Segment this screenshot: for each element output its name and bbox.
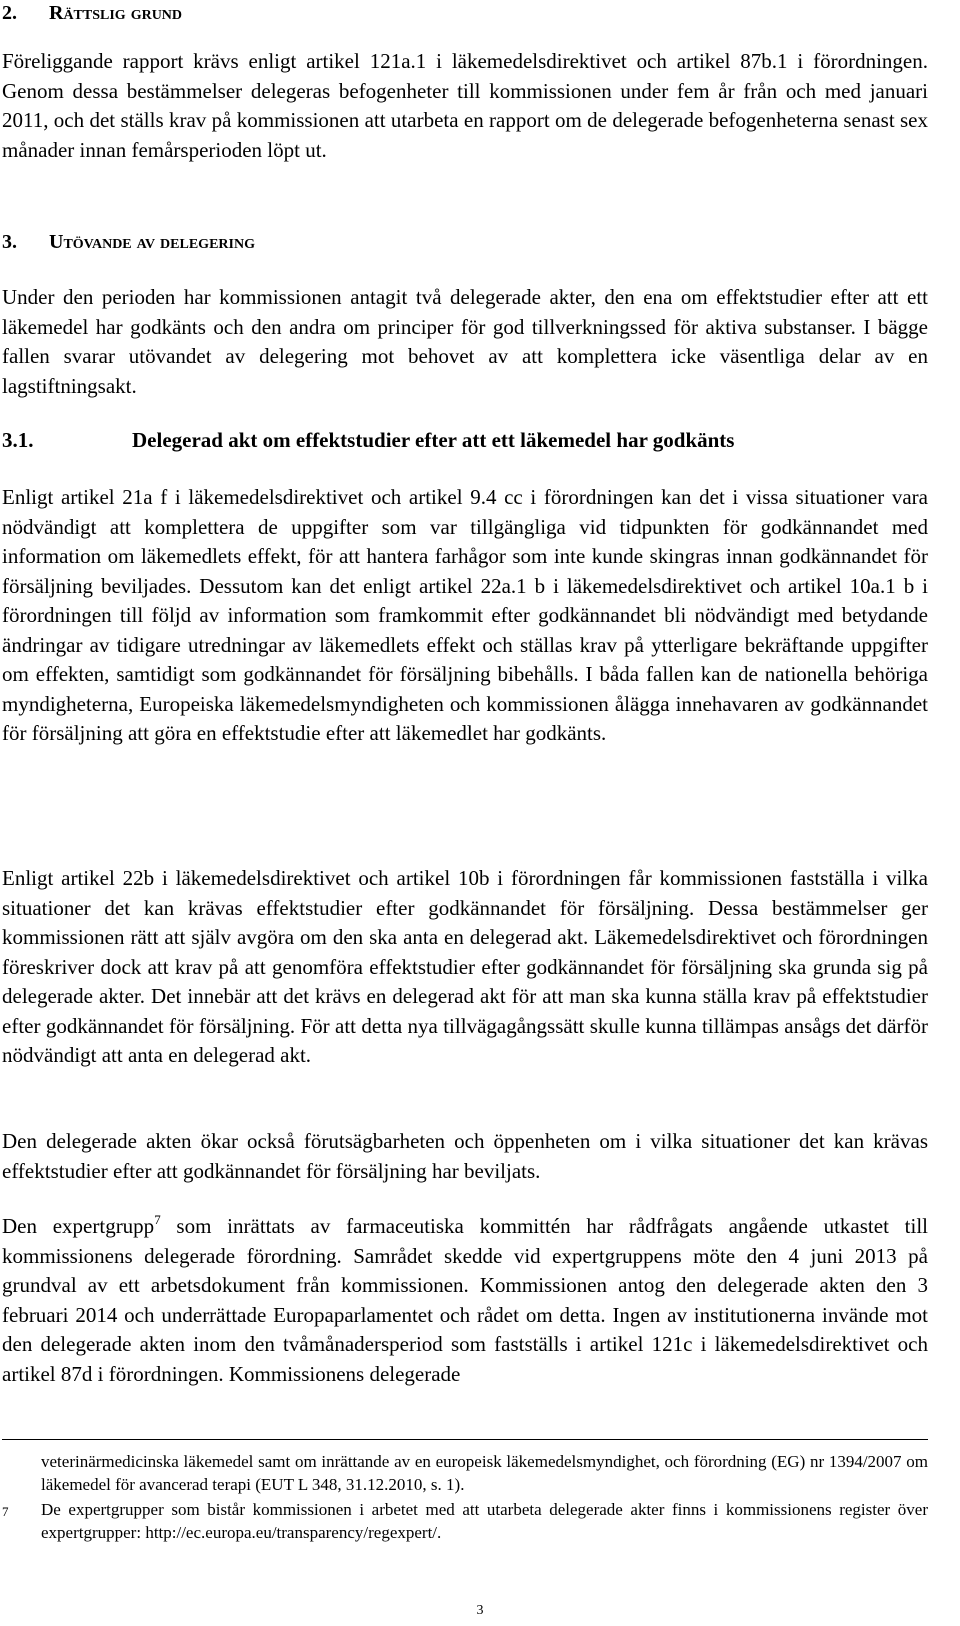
section-3-1-paragraph-2: Enligt artikel 22b i läkemedelsdirektivet och artikel 10b i förordningen får kommissionen fastställa i vilka situationer det kan krävas effektstudier efter godkännandet för försäljning. Dessa bestämmelser ger kommissionen rätt att själv avgöra om den ska anta en delegerad akt. Läkemedelsdirektivet och förordningen föreskriver dock att krav på att genomföra effektstudier efter godkännandet för försäljning ska grunda sig på delegerade akter. Det innebär att det krävs en delegerad akt för att man ska kunna ställa krav på effektstudier efter godkännandet för försäljning. För att detta nya tillvägagångssätt skulle kunna tillämpas ansågs det därför nödvändigt att anta en delegerad akt. [2,866,928,1067]
section-3-heading [2,228,255,258]
footnote-7-marker: 7 [2,1504,9,1519]
page-number: 3 [476,1603,484,1618]
para4-text-start: Den expertgrupp [2,1214,155,1238]
para4-text-rest: som inrättats av farmaceutiska kommittén har rådfrågats angående utkastet till kommissionens delegerade förordning. Samrådet skedde vid expertgruppens möte den 4 juni 2013 på grundval av ett arbetsdokument från kommissionen. Kommissionen antog den delegerade akten den 3 februari 2014 och underrättade Europaparlamentet och rådet om detta. Ingen av institutionerna invände mot den delegerade akten inom den tvåmånadersperiod som fastställs i artikel 121c i läkemedelsdirektivet och artikel 87d i förordningen. Kommissionens delegerade [2,1214,928,1386]
footnote-ref-7[interactable]: 7 [154,1212,161,1227]
section-3-1-heading [2,426,734,456]
section-2-number: 2. [2,2,17,24]
section-2-paragraph: Föreliggande rapport krävs enligt artikel 121a.1 i läkemedelsdirektivet och artikel 87b.1 i förordningen. Genom dessa bestämmelser delegeras befogenheter till kommissionen under fem år från och med januari 2011, och det ställs krav på kommissionen att utarbeta en rapport om de delegerade befogenheterna senast sex månader innan femårsperioden löpt ut. [2,49,928,162]
section-3-1-number: 3.1. [2,428,34,452]
footnote-7-text: De expertgrupper som bistår kommissionen i arbetet med att utarbeta delegerade akter finns i kommissionens register över expertgrupper: http://ec.europa.eu/transparency/regexpert/. [41,1500,928,1542]
section-3-title: Utövande av delegering [49,231,255,253]
section-2-heading [2,0,182,29]
section-3-number: 3. [2,231,17,253]
section-2-title: Rättslig grund [49,2,183,24]
section-3-paragraph: Under den perioden har kommissionen antagit två delegerade akter, den ena om effektstudier efter att ett läkemedel har godkänts och den andra om principer för god tillverkningssed för aktiva substanser. I bägge fallen svarar utövandet av delegering mot behovet av att komplettera icke väsentliga delar av en lagstiftningsakt. [2,285,928,398]
section-3-1-paragraph-4 [2,1212,928,1389]
footnote-separator [2,1439,928,1440]
footnote-continuation: veterinärmedicinska läkemedel samt om inrättande av en europeisk läkemedelsmyndighet, och förordning (EG) nr 1394/2007 om läkemedel för avancerad terapi (EUT L 348, 31.12.2010, s. 1). [41,1452,928,1494]
section-3-1-paragraph-1: Enligt artikel 21a f i läkemedelsdirektivet och artikel 9.4 cc i förordningen kan det i vissa situationer vara nödvändigt att komplettera de uppgifter som var tillgängliga vid tidpunkten för godkännandet med information om läkemedlets effekt, för att hantera farhågor som inte kunde skingras innan godkännandet för försäljning beviljades. Dessutom kan det enligt artikel 22a.1 b i läkemedelsdirektivet och artikel 10a.1 b i förordningen till följd av information som framkommit efter godkännandet bli nödvändigt med betydande ändringar av tidigare utredningar av läkemedlets effekt och ställas krav på ytterligare bekräftande uppgifter om effekten, samtidigt som godkännandet för försäljning bibehålls. I båda fallen kan de nationella behöriga myndigheterna, Europeiska läkemedelsmyndigheten och kommissionen ålägga innehavaren av godkännandet för försäljning att göra en effektstudie efter att läkemedlet har godkänts. [2,485,928,745]
section-3-1-paragraph-3: Den delegerade akten ökar också förutsägbarheten och öppenheten om i vilka situationer det kan krävas effektstudier efter att godkännandet för försäljning har beviljats. [2,1129,928,1183]
section-3-1-title: Delegerad akt om effektstudier efter att ett läkemedel har godkänts [132,428,735,452]
